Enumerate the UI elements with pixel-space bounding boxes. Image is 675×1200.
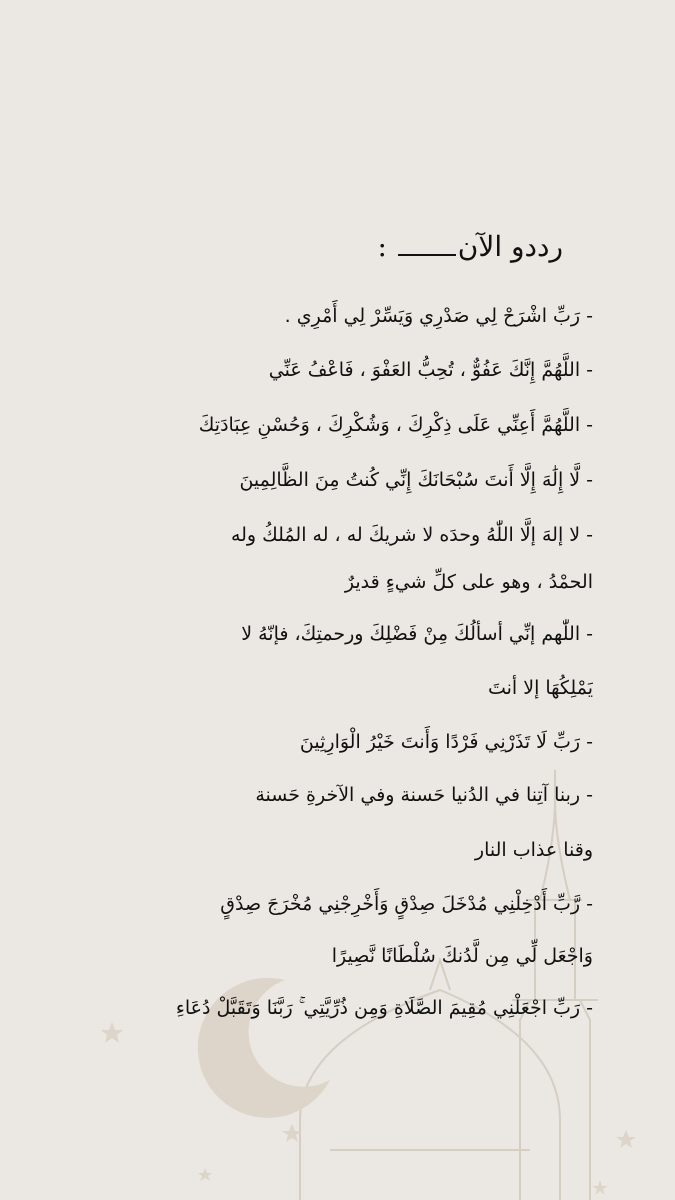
dua-line: - رَبِّ اجْعَلْنِي مُقِيمَ الصَّلَاةِ وَمِن ذُرِّيَّتِي ۚ رَبَّنَا وَتَقَبَّلْ دُعَاءِ — [175, 997, 593, 1019]
dua-line: - اللّٰهم إنِّي أسألُكَ مِنْ فَضْلِكَ ورحمتِكَ، فإنّهُ لا — [241, 623, 593, 645]
dua-line: - رَّبِّ أَدْخِلْنِي مُدْخَلَ صِدْقٍ وَأَخْرِجْنِي مُخْرَجَ صِدْقٍ — [220, 893, 593, 915]
heading-stretch-line — [398, 254, 456, 256]
dua-line: - اللَّهُمَّ أَعِنِّي عَلَى ذِكْرِكَ ، وَشُكْرِكَ ، وَحُسْنِ عِبَادَتِكَ — [198, 414, 593, 436]
dua-line: - رَبِّ اشْرَحْ لِي صَدْرِي وَيَسِّرْ لِي أَمْرِي . — [284, 305, 593, 327]
stars-group — [101, 1022, 636, 1195]
dua-line: - لا إلهَ إلَّا اللّٰهُ وحدَه لا شريكَ له ، له المُلكُ وله — [230, 524, 593, 546]
dua-line: - لَّا إِلَٰهَ إِلَّا أَنتَ سُبْحَانَكَ إِنِّي كُنتُ مِنَ الظَّالِمِينَ — [239, 469, 593, 491]
dua-line: - رَبِّ لَا تَذَرْنِي فَرْدًا وَأَنتَ خَيْرُ الْوَارِثِينَ — [299, 731, 593, 753]
dua-line: الحمْدُ ، وهو على كلِّ شيءٍ قديرٌ — [344, 571, 593, 593]
dua-line: وقنا عذاب النار — [474, 839, 593, 861]
dua-line: - اللَّهُمَّ إِنَّكَ عَفُوٌّ ، تُحِبُّ العَفْوَ ، فَاعْفُ عَنِّي — [268, 359, 593, 381]
minaret-shape — [520, 1000, 590, 1200]
dua-line: - ربنا آتِنا في الدُنيا حَسنة وفي الآخرةِ حَسنة — [255, 784, 593, 806]
dua-line: يَمْلِكُهَا إلا أنتَ — [487, 677, 593, 699]
page-heading — [163, 222, 563, 272]
heading-text: رددو الآن — [457, 230, 563, 263]
dua-line: وَاجْعَل لِّي مِن لَّدُنكَ سُلْطَانًا نَّصِيرًا — [331, 945, 593, 967]
heading-colon: : — [377, 230, 387, 263]
